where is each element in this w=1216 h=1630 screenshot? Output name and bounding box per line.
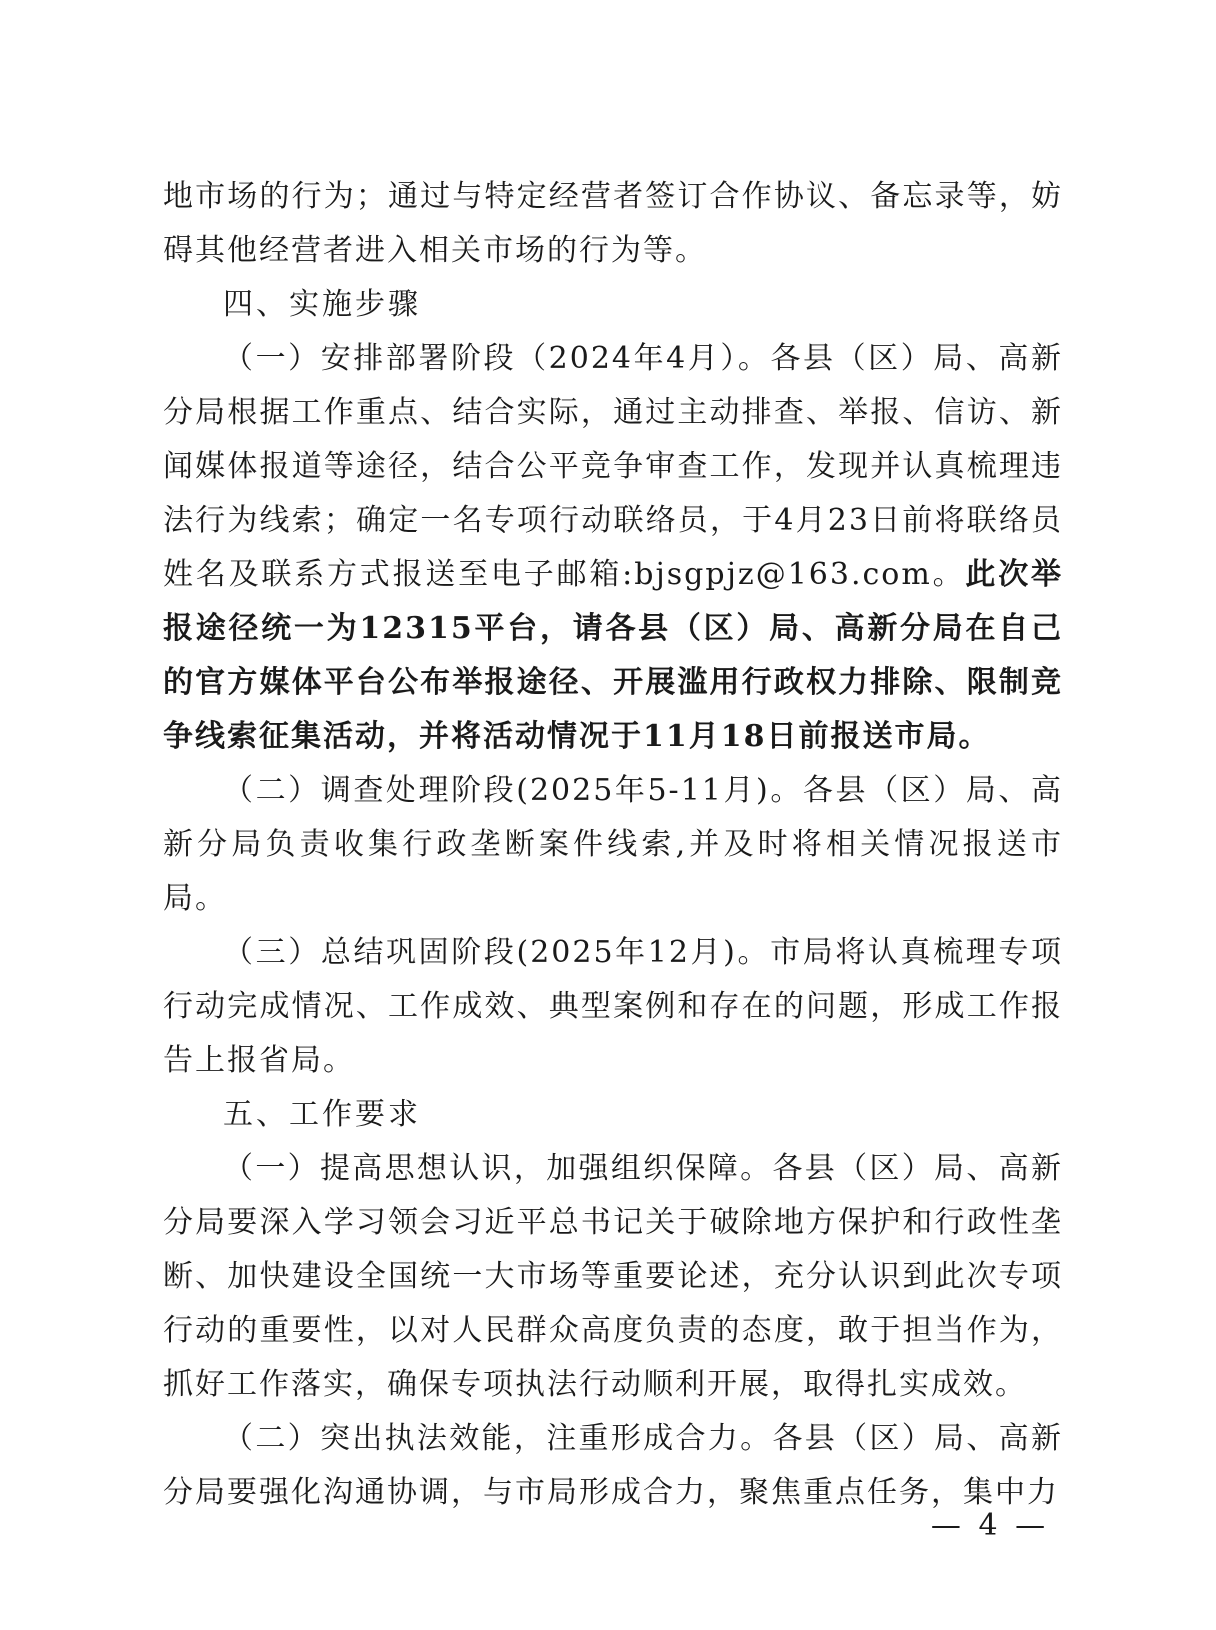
page-number: — 4 — (930, 1508, 1050, 1543)
section-heading-5: 五、工作要求 (223, 1097, 421, 1132)
paragraph-requirement-2: （二）突出执法效能，注重形成合力。各县（区）局、高新分局要强化沟通协调，与市局形成合力，聚焦重点任务，集中力 (163, 1421, 1063, 1510)
paragraph-step-1-bold-text: 此次举报途径统一为12315平台，请各县（区）局、高新分局在自己的官方媒体平台公布举报途径、开展滥用行政权力排除、限制竞争线索征集活动，并将活动情况于11月18日前报送市局。 (163, 557, 1064, 754)
section-heading-4: 四、实施步骤 (223, 287, 421, 322)
paragraph-continuation: 地市场的行为；通过与特定经营者签订合作协议、备忘录等，妨碍其他经营者进入相关市场的行为等。 (163, 179, 1063, 268)
paragraph-step-3: （三）总结巩固阶段(2025年12月)。市局将认真梳理专项行动完成情况、工作成效、典型案例和存在的问题，形成工作报告上报省局。 (163, 935, 1063, 1078)
paragraph-requirement-1: （一）提高思想认识，加强组织保障。各县（区）局、高新分局要深入学习领会习近平总书记关于破除地方保护和行政性垄断、加快建设全国统一大市场等重要论述，充分认识到此次专项行动的重要性，以对人民群众高度负责的态度，敢于担当作为，抓好工作落实，确保专项执法行动顺利开展，取得扎实成效。 (163, 1151, 1063, 1402)
document-body (163, 170, 1063, 1520)
paragraph-step-1-text: （一）安排部署阶段（2024年4月）。各县（区）局、高新分局根据工作重点、结合实际，通过主动排查、举报、信访、新闻媒体报道等途径，结合公平竞争审查工作，发现并认真梳理违法行为线索；确定一名专项行动联络员，于4月23日前将联络员姓名及联系方式报送至电子邮箱:bjsgpjz@163.com。 (163, 341, 1063, 592)
paragraph-step-1 (163, 332, 1063, 764)
paragraph-step-2: （二）调查处理阶段(2025年5-11月)。各县（区）局、高新分局负责收集行政垄断案件线索,并及时将相关情况报送市局。 (163, 773, 1063, 916)
